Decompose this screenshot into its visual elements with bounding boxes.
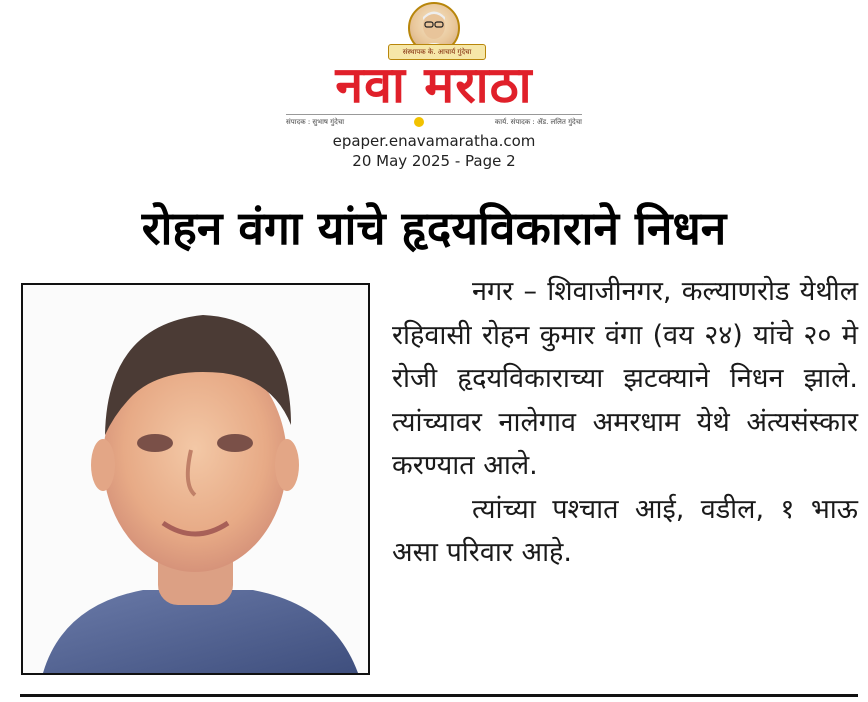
article-paragraph: त्यांच्या पश्चात आई, वडील, १ भाऊ असा परिवार आहे. bbox=[392, 493, 858, 568]
article-headline: रोहन वंगा यांचे हृदयविकाराने निधन bbox=[141, 201, 727, 255]
masthead-credits bbox=[286, 114, 582, 129]
epaper-url: epaper.enavamaratha.com bbox=[332, 132, 536, 150]
editor-credit: संपादक : सुभाष गुंदेचा bbox=[286, 117, 345, 126]
article-body bbox=[392, 270, 858, 575]
article-paragraph: नगर – शिवाजीनगर, कल्याणरोड येथील रहिवासी रोहन कुमार वंगा (वय २४) यांचे २० मे रोजी हृदयविकाराच्या झटक्याने निधन झाले. त्यांच्यावर नालेगाव अमरधाम येथे अंत्यसंस्कार करण्यात आले. bbox=[392, 276, 858, 481]
emblem-dot-icon bbox=[414, 117, 424, 127]
publication-logo: नवा मराठा bbox=[335, 56, 533, 114]
founder-caption: संस्थापक के. आचार्य गुंदेचा bbox=[388, 44, 486, 60]
article-photo bbox=[21, 283, 370, 675]
bottom-rule bbox=[20, 694, 858, 697]
edition-date-page: 20 May 2025 - Page 2 bbox=[352, 152, 516, 170]
masthead bbox=[0, 0, 868, 135]
executive-editor-credit: कार्य. संपादक : ॲड. ललित गुंदेचा bbox=[494, 117, 582, 126]
